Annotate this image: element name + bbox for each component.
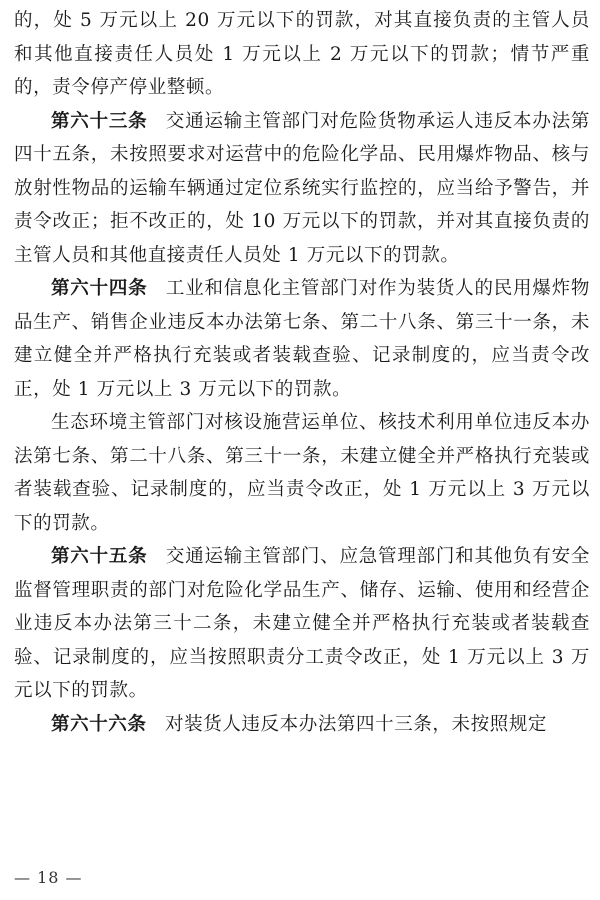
document-body bbox=[14, 4, 590, 741]
article-heading: 第六十三条 bbox=[51, 110, 148, 132]
article-heading: 第六十六条 bbox=[51, 713, 147, 735]
paragraph-text: 的，处 5 万元以上 20 万元以下的罚款，对其直接负责的主管人员和其他直接责任人员处 1 万元以上 2 万元以下的罚款；情节严重的，责令停产停业整顿。 bbox=[14, 10, 590, 98]
article-63 bbox=[14, 105, 590, 273]
paragraph-continued bbox=[14, 4, 590, 105]
paragraph-text: 工业和信息化主管部门对作为装货人的民用爆炸物品生产、销售企业违反本办法第七条、第二十八条、第三十一条，未建立健全并严格执行充装或者装载查验、记录制度的，应当责令改正，处 1 万元以上 3 万元以下的罚款。 bbox=[14, 278, 590, 400]
paragraph-text: 对装货人违反本办法第四十三条，未按照规定 bbox=[165, 713, 548, 735]
paragraph-text: 交通运输主管部门、应急管理部门和其他负有安全监督管理职责的部门对危险化学品生产、储存、运输、使用和经营企业违反本办法第三十二条，未建立健全并严格执行充装或者装载查验、记录制度的，应当按照职责分工责令改正，处 1 万元以上 3 万元以下的罚款。 bbox=[14, 546, 590, 701]
article-64 bbox=[14, 272, 590, 406]
paragraph-text: 生态环境主管部门对核设施营运单位、核技术利用单位违反本办法第七条、第二十八条、第三十一条，未建立健全并严格执行充装或者装载查验、记录制度的，应当责令改正，处 1 万元以上 3 万元以下的罚款。 bbox=[14, 412, 590, 534]
page-number: — 18 — bbox=[14, 868, 83, 887]
article-66 bbox=[14, 708, 590, 742]
article-64-paragraph-2 bbox=[14, 406, 590, 540]
article-heading: 第六十四条 bbox=[51, 278, 148, 299]
paragraph-text: 交通运输主管部门对危险货物承运人违反本办法第四十五条，未按照要求对运营中的危险化学品、民用爆炸物品、核与放射性物品的运输车辆通过定位系统实行监控的，应当给予警告，并责令改正；拒不改正的，处 10 万元以下的罚款，并对其直接负责的主管人员和其他直接责任人员处 1 万元以下的罚款。 bbox=[14, 110, 590, 266]
article-heading: 第六十五条 bbox=[51, 546, 148, 567]
article-65 bbox=[14, 540, 590, 708]
